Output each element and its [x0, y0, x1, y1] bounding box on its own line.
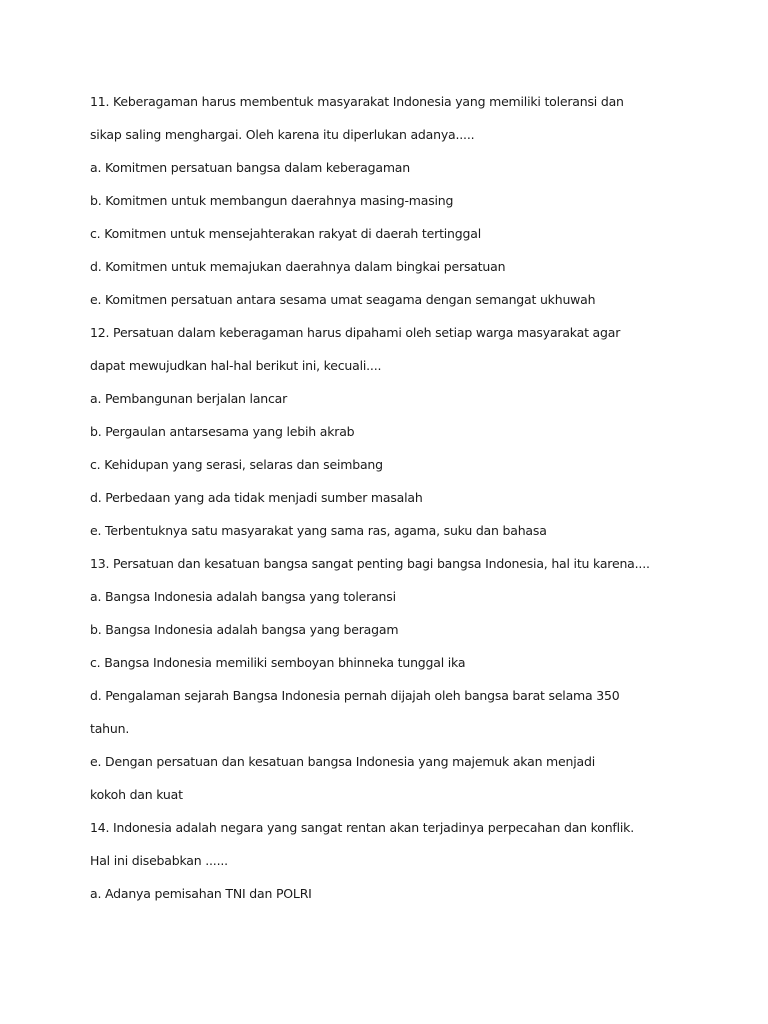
question-12-line-2: dapat mewujudkan hal-hal berikut ini, kecuali.... [90, 358, 382, 373]
question-13-option-a: a. Bangsa Indonesia adalah bangsa yang toleransi [90, 589, 396, 604]
question-14-line-1: 14. Indonesia adalah negara yang sangat rentan akan terjadinya perpecahan dan konflik. [90, 820, 634, 835]
question-11-option-b: b. Komitmen untuk membangun daerahnya masing-masing [90, 193, 454, 208]
question-12-option-c: c. Kehidupan yang serasi, selaras dan seimbang [90, 457, 383, 472]
question-11-option-d: d. Komitmen untuk memajukan daerahnya dalam bingkai persatuan [90, 259, 506, 274]
question-12-line-1: 12. Persatuan dalam keberagaman harus dipahami oleh setiap warga masyarakat agar [90, 325, 621, 340]
question-14-line-2: Hal ini disebabkan ...... [90, 853, 228, 868]
document-text [90, 92, 730, 917]
question-11-line-2: sikap saling menghargai. Oleh karena itu diperlukan adanya..... [90, 127, 475, 142]
question-14-option-a: a. Adanya pemisahan TNI dan POLRI [90, 886, 312, 901]
question-13-option-b: b. Bangsa Indonesia adalah bangsa yang beragam [90, 622, 399, 637]
question-11-option-a: a. Komitmen persatuan bangsa dalam keberagaman [90, 160, 410, 175]
question-13-option-d-line-1: d. Pengalaman sejarah Bangsa Indonesia pernah dijajah oleh bangsa barat selama 350 [90, 688, 620, 703]
question-13-line-1: 13. Persatuan dan kesatuan bangsa sangat penting bagi bangsa Indonesia, hal itu karena.... [90, 556, 650, 571]
question-11-line-1: 11. Keberagaman harus membentuk masyarakat Indonesia yang memiliki toleransi dan [90, 94, 624, 109]
question-13-option-e-line-1: e. Dengan persatuan dan kesatuan bangsa Indonesia yang majemuk akan menjadi [90, 754, 595, 769]
question-13-option-d-line-2: tahun. [90, 721, 130, 736]
question-12-option-e: e. Terbentuknya satu masyarakat yang sama ras, agama, suku dan bahasa [90, 523, 547, 538]
question-11-option-e: e. Komitmen persatuan antara sesama umat seagama dengan semangat ukhuwah [90, 292, 596, 307]
question-12-option-a: a. Pembangunan berjalan lancar [90, 391, 288, 406]
question-13-option-e-line-2: kokoh dan kuat [90, 787, 183, 802]
question-13-option-c: c. Bangsa Indonesia memiliki semboyan bhinneka tunggal ika [90, 655, 466, 670]
question-11-option-c: c. Komitmen untuk mensejahterakan rakyat di daerah tertinggal [90, 226, 481, 241]
question-12-option-d: d. Perbedaan yang ada tidak menjadi sumber masalah [90, 490, 423, 505]
question-12-option-b: b. Pergaulan antarsesama yang lebih akrab [90, 424, 355, 439]
